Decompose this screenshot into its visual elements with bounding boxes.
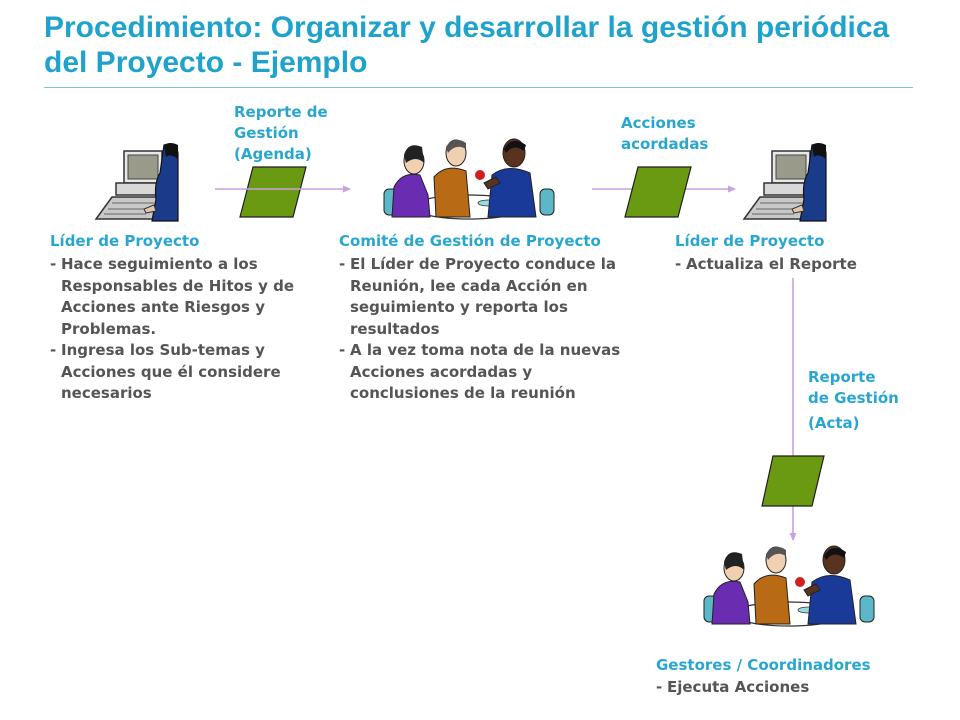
node-action-list: [656, 677, 916, 699]
list-item: - Ejecuta Acciones: [656, 677, 916, 699]
document-acta-icon: [760, 455, 826, 507]
page-title: Procedimiento: Organizar y desarrollar la gestión periódica del Proyecto - Ejemplo: [44, 11, 890, 79]
list-item: - Ingresa los Sub-temas y Acciones que él considere necesarios: [50, 340, 315, 405]
label-reporte-acta: Reporte de Gestión (Acta): [808, 368, 899, 432]
label-reporte-agenda: Reporte de Gestión (Agenda): [234, 103, 328, 163]
node-heading: Comité de Gestión de Proyecto: [339, 232, 601, 250]
label-acciones-acordadas: Acciones acordadas: [621, 114, 709, 153]
meeting-group-icon: [704, 540, 874, 626]
node-action-list: [675, 254, 925, 276]
list-item: - Actualiza el Reporte: [675, 254, 925, 276]
list-item: - A la vez toma nota de la nuevas Acciones acordadas y conclusiones de la reunión: [339, 340, 639, 405]
meeting-group-icon: [384, 133, 554, 219]
node-action-list: [50, 254, 315, 405]
node-action-list: [339, 254, 639, 405]
list-item: - El Líder de Proyecto conduce la Reunión, lee cada Acción en seguimiento y reporta los resultados: [339, 254, 639, 340]
document-acciones-icon: [623, 166, 693, 218]
list-item: - Hace seguimiento a los Responsables de Hitos y de Acciones ante Riesgos y Problemas.: [50, 254, 315, 340]
computer-user-icon: [742, 143, 826, 223]
node-heading: Líder de Proyecto: [675, 232, 825, 250]
node-heading: Gestores / Coordinadores: [656, 656, 871, 674]
node-heading: Líder de Proyecto: [50, 232, 200, 250]
